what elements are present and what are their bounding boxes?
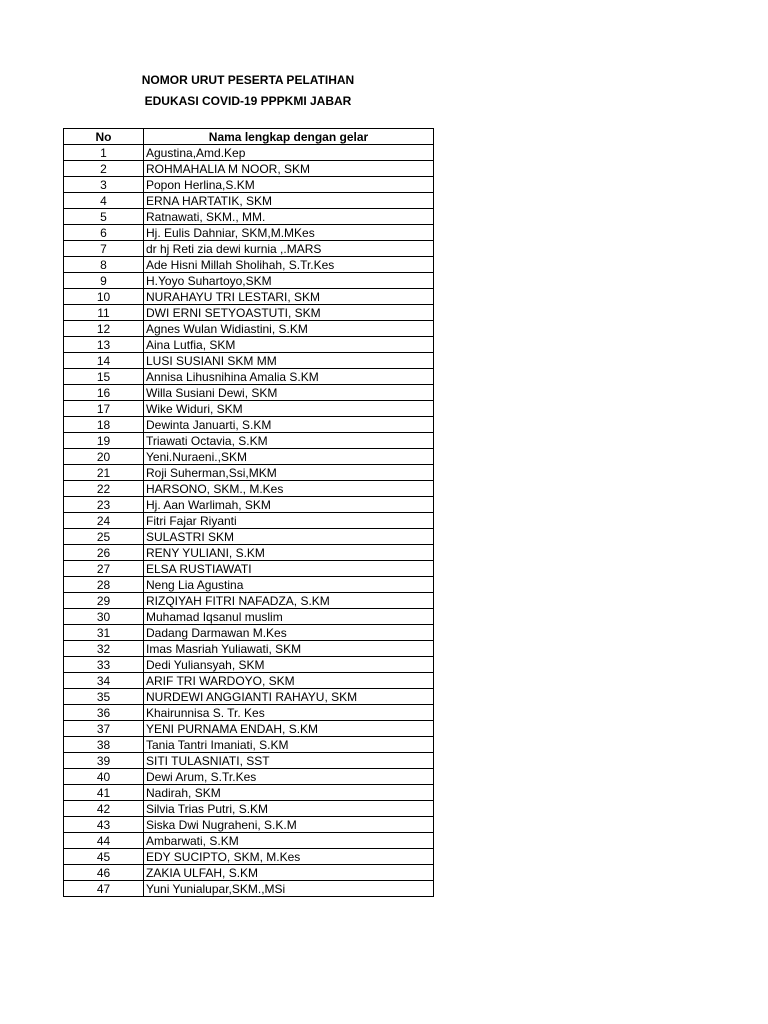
participant-name-cell: Dadang Darmawan M.Kes <box>144 625 434 641</box>
row-number-cell: 42 <box>64 801 144 817</box>
row-number-cell: 19 <box>64 433 144 449</box>
document-title-line-2: EDUKASI COVID-19 PPPKMI JABAR <box>144 94 352 108</box>
participant-name-cell: Imas Masriah Yuliawati, SKM <box>144 641 434 657</box>
table-row <box>64 657 434 673</box>
table-row <box>64 369 434 385</box>
table-header-row <box>64 129 434 145</box>
column-header-name: Nama lengkap dengan gelar <box>144 129 434 145</box>
participant-name-cell: Hj. Aan Warlimah, SKM <box>144 497 434 513</box>
participant-name-cell: RIZQIYAH FITRI NAFADZA, S.KM <box>144 593 434 609</box>
participant-name-cell: NURAHAYU TRI LESTARI, SKM <box>144 289 434 305</box>
table-row <box>64 401 434 417</box>
table-row <box>64 865 434 881</box>
row-number-cell: 38 <box>64 737 144 753</box>
row-number-cell: 20 <box>64 449 144 465</box>
participant-name-cell: Neng Lia Agustina <box>144 577 434 593</box>
table-row <box>64 177 434 193</box>
participant-name-cell: EDY SUCIPTO, SKM, M.Kes <box>144 849 434 865</box>
participant-name-cell: ROHMAHALIA M NOOR, SKM <box>144 161 434 177</box>
table-row <box>64 881 434 897</box>
participant-name-cell: H.Yoyo Suhartoyo,SKM <box>144 273 434 289</box>
row-number-cell: 29 <box>64 593 144 609</box>
row-number-cell: 33 <box>64 657 144 673</box>
table-row <box>64 801 434 817</box>
row-number-cell: 41 <box>64 785 144 801</box>
participant-name-cell: Dewi Arum, S.Tr.Kes <box>144 769 434 785</box>
table-body <box>64 145 434 897</box>
participant-name-cell: Agustina,Amd.Kep <box>144 145 434 161</box>
row-number-cell: 2 <box>64 161 144 177</box>
participant-name-cell: ZAKIA ULFAH, S.KM <box>144 865 434 881</box>
participant-name-cell: Popon Herlina,S.KM <box>144 177 434 193</box>
row-number-cell: 13 <box>64 337 144 353</box>
participant-name-cell: Ratnawati, SKM., MM. <box>144 209 434 225</box>
table-row <box>64 241 434 257</box>
table-row <box>64 673 434 689</box>
row-number-cell: 8 <box>64 257 144 273</box>
row-number-cell: 46 <box>64 865 144 881</box>
participant-name-cell: YENI PURNAMA ENDAH, S.KM <box>144 721 434 737</box>
row-number-cell: 10 <box>64 289 144 305</box>
row-number-cell: 45 <box>64 849 144 865</box>
table-row <box>64 561 434 577</box>
row-number-cell: 31 <box>64 625 144 641</box>
row-number-cell: 4 <box>64 193 144 209</box>
table-row <box>64 209 434 225</box>
row-number-cell: 43 <box>64 817 144 833</box>
participant-name-cell: Siska Dwi Nugraheni, S.K.M <box>144 817 434 833</box>
participant-name-cell: Agnes Wulan Widiastini, S.KM <box>144 321 434 337</box>
participant-name-cell: Hj. Eulis Dahniar, SKM,M.MKes <box>144 225 434 241</box>
row-number-cell: 7 <box>64 241 144 257</box>
participant-name-cell: Dedi Yuliansyah, SKM <box>144 657 434 673</box>
participant-name-cell: Yuni Yunialupar,SKM.,MSi <box>144 881 434 897</box>
table-row <box>64 785 434 801</box>
table-row <box>64 417 434 433</box>
participant-name-cell: NURDEWI ANGGIANTI RAHAYU, SKM <box>144 689 434 705</box>
row-number-cell: 12 <box>64 321 144 337</box>
row-number-cell: 18 <box>64 417 144 433</box>
table-row <box>64 337 434 353</box>
row-number-cell: 3 <box>64 177 144 193</box>
document-title-line-1: NOMOR URUT PESERTA PELATIHAN <box>141 73 355 87</box>
table-row <box>64 481 434 497</box>
row-number-cell: 28 <box>64 577 144 593</box>
row-number-cell: 44 <box>64 833 144 849</box>
table-row <box>64 321 434 337</box>
table-row <box>64 449 434 465</box>
participant-name-cell: Yeni.Nuraeni.,SKM <box>144 449 434 465</box>
participant-name-cell: Triawati Octavia, S.KM <box>144 433 434 449</box>
row-number-cell: 9 <box>64 273 144 289</box>
table-row <box>64 609 434 625</box>
participant-name-cell: ELSA RUSTIAWATI <box>144 561 434 577</box>
table-row <box>64 465 434 481</box>
table-row <box>64 689 434 705</box>
row-number-cell: 37 <box>64 721 144 737</box>
table-row <box>64 705 434 721</box>
row-number-cell: 25 <box>64 529 144 545</box>
table-row <box>64 273 434 289</box>
row-number-cell: 32 <box>64 641 144 657</box>
row-number-cell: 22 <box>64 481 144 497</box>
table-row <box>64 305 434 321</box>
table-row <box>64 769 434 785</box>
table-row <box>64 497 434 513</box>
column-header-no: No <box>64 129 144 145</box>
row-number-cell: 17 <box>64 401 144 417</box>
table-row <box>64 385 434 401</box>
table-row <box>64 753 434 769</box>
row-number-cell: 6 <box>64 225 144 241</box>
table-row <box>64 625 434 641</box>
participant-name-cell: Aina Lutfia, SKM <box>144 337 434 353</box>
participant-name-cell: SITI TULASNIATI, SST <box>144 753 434 769</box>
table-row <box>64 529 434 545</box>
row-number-cell: 26 <box>64 545 144 561</box>
participant-name-cell: Ambarwati, S.KM <box>144 833 434 849</box>
row-number-cell: 16 <box>64 385 144 401</box>
table-row <box>64 545 434 561</box>
participant-name-cell: ERNA HARTATIK, SKM <box>144 193 434 209</box>
row-number-cell: 40 <box>64 769 144 785</box>
participant-name-cell: Ade Hisni Millah Sholihah, S.Tr.Kes <box>144 257 434 273</box>
row-number-cell: 23 <box>64 497 144 513</box>
table-row <box>64 737 434 753</box>
table-row <box>64 817 434 833</box>
participant-name-cell: LUSI SUSIANI SKM MM <box>144 353 434 369</box>
participant-name-cell: Silvia Trias Putri, S.KM <box>144 801 434 817</box>
participant-name-cell: Roji Suherman,Ssi,MKM <box>144 465 434 481</box>
table-row <box>64 513 434 529</box>
row-number-cell: 36 <box>64 705 144 721</box>
participant-name-cell: DWI ERNI SETYOASTUTI, SKM <box>144 305 434 321</box>
participant-name-cell: RENY YULIANI, S.KM <box>144 545 434 561</box>
participant-name-cell: Tania Tantri Imaniati, S.KM <box>144 737 434 753</box>
participant-name-cell: Fitri Fajar Riyanti <box>144 513 434 529</box>
participant-name-cell: HARSONO, SKM., M.Kes <box>144 481 434 497</box>
row-number-cell: 39 <box>64 753 144 769</box>
table-row <box>64 433 434 449</box>
row-number-cell: 27 <box>64 561 144 577</box>
table-row <box>64 353 434 369</box>
participant-name-cell: Nadirah, SKM <box>144 785 434 801</box>
table-row <box>64 593 434 609</box>
table-row <box>64 225 434 241</box>
table-row <box>64 289 434 305</box>
row-number-cell: 24 <box>64 513 144 529</box>
participant-name-cell: Wike Widuri, SKM <box>144 401 434 417</box>
row-number-cell: 5 <box>64 209 144 225</box>
table-row <box>64 145 434 161</box>
participant-name-cell: Dewinta Januarti, S.KM <box>144 417 434 433</box>
row-number-cell: 1 <box>64 145 144 161</box>
table-row <box>64 641 434 657</box>
table-row <box>64 577 434 593</box>
participant-name-cell: dr hj Reti zia dewi kurnia ,.MARS <box>144 241 434 257</box>
table-row <box>64 257 434 273</box>
row-number-cell: 11 <box>64 305 144 321</box>
participant-table <box>63 128 434 897</box>
row-number-cell: 34 <box>64 673 144 689</box>
participant-name-cell: Muhamad Iqsanul muslim <box>144 609 434 625</box>
row-number-cell: 35 <box>64 689 144 705</box>
participant-name-cell: ARIF TRI WARDOYO, SKM <box>144 673 434 689</box>
table-row <box>64 833 434 849</box>
participant-name-cell: Khairunnisa S. Tr. Kes <box>144 705 434 721</box>
participant-name-cell: Annisa Lihusnihina Amalia S.KM <box>144 369 434 385</box>
table-row <box>64 849 434 865</box>
table-row <box>64 193 434 209</box>
table-row <box>64 721 434 737</box>
row-number-cell: 47 <box>64 881 144 897</box>
row-number-cell: 30 <box>64 609 144 625</box>
row-number-cell: 21 <box>64 465 144 481</box>
row-number-cell: 15 <box>64 369 144 385</box>
row-number-cell: 14 <box>64 353 144 369</box>
table-row <box>64 161 434 177</box>
participant-name-cell: Willa Susiani Dewi, SKM <box>144 385 434 401</box>
participant-name-cell: SULASTRI SKM <box>144 529 434 545</box>
